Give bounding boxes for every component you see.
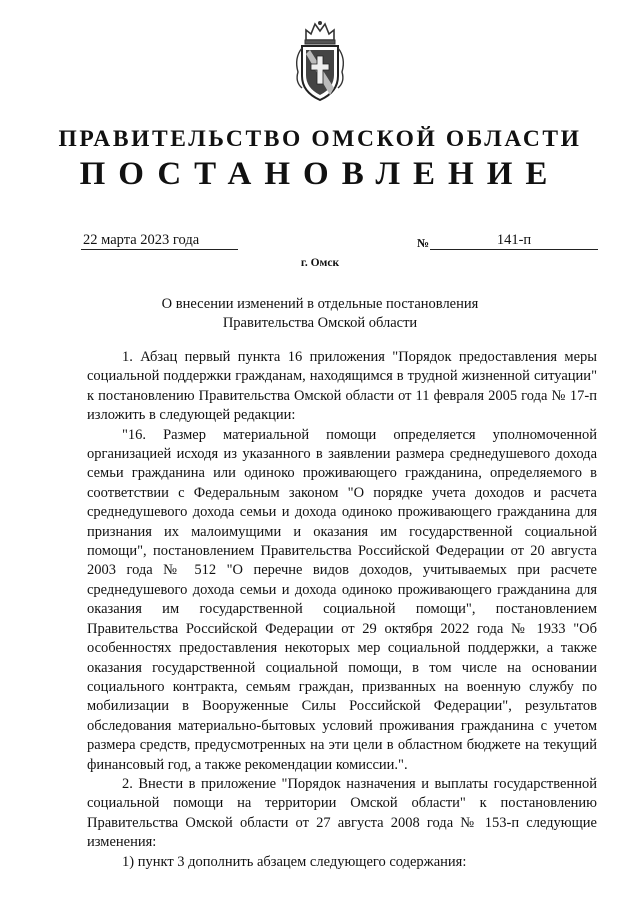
number-underline [430, 249, 598, 250]
document-date: 22 марта 2023 года [83, 232, 200, 248]
number-sign: № [417, 236, 430, 250]
body-paragraph-4: 1) пункт 3 дополнить абзацем следующего содержания: [122, 853, 467, 870]
organization-name: ПРАВИТЕЛЬСТВО ОМСКОЙ ОБЛАСТИ [58, 126, 582, 152]
subject-line-2: Правительства Омской области [222, 314, 418, 331]
body-paragraph-3: 2. Внести в приложение "Порядок назначения и выплаты государственной социальной помощи на территории Омской области" к постановлению Правительства Омской области от 27 августа 2008 года № 153-п следующие изменения: [87, 775, 597, 851]
document-subject [80, 295, 560, 332]
body-paragraph-2: "16. Размер материальной помощи определяется уполномоченной организацией исходя из указанного в заявлении размера среднедушевого дохода семьи гражданина или одиноко проживающего гражданина, определяемого в соответствии с Федеральным законом "О порядке учета доходов и расчета среднедушевого дохода семьи и дохода одиноко проживающего гражданина для признания их малоимущими и оказания им государственной социальной помощи", постановлением Правительства Российской Федерации от 20 августа 2003 года № 512 "О перечне видов доходов, учитываемых при расчете среднедушевого дохода семьи и дохода одиноко проживающего гражданина для оказания им государственной социальной помощи", постановлением Правительства Российской Федерации от 29 октября 2022 года № 1933 "Об особенностях предоставления некоторых мер социальной поддержки, а также оказания государственной социальной помощи, в том числе на основании социального контракта, семьям граждан, призванных на военную службу по мобилизации в Вооруженные Силы Российской Федерации", результатов обследования материально-бытовых условий проживания гражданина с учетом размера средств, предусмотренных на эти цели в областном бюджете на текущий финансовый год, а также рекомендации комиссии.". [87, 426, 597, 773]
document-body [87, 348, 597, 872]
subject-line-1: О внесении изменений в отдельные постановления [161, 296, 479, 312]
body-paragraph-1: 1. Абзац первый пункта 16 приложения "Порядок предоставления меры социальной поддержки гражданам, находящимся в трудной жизненной ситуации" к постановлению Правительства Омской области от 11 февраля 2005 года № 17-п изложить в следующей редакции: [87, 349, 597, 424]
document-type: ПОСТАНОВЛЕНИЕ [79, 156, 561, 192]
date-underline [81, 249, 238, 250]
document-number: 141-п [496, 232, 532, 248]
document-city: г. Омск [300, 257, 340, 269]
omsk-coat-of-arms-icon [290, 18, 350, 104]
